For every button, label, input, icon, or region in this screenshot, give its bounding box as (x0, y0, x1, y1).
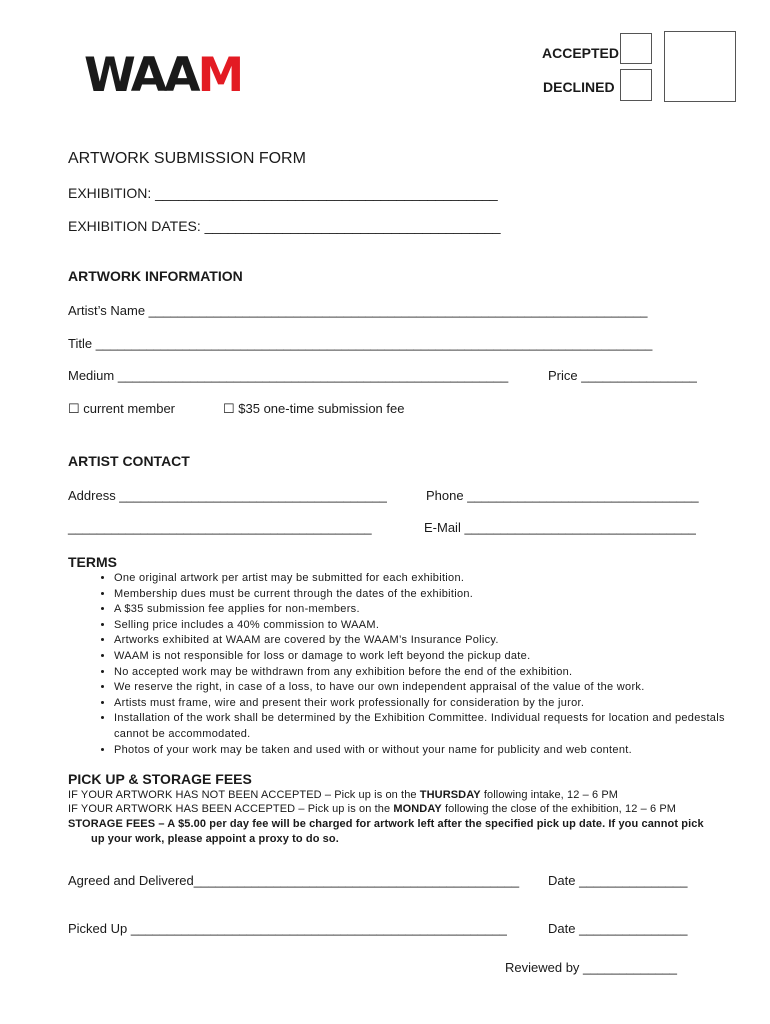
exhibition-field[interactable]: EXHIBITION: ____________________________________________ (68, 185, 498, 201)
pickup-accepted-text (68, 803, 676, 815)
waam-logo (84, 48, 242, 103)
exhibition-dates-field[interactable]: EXHIBITION DATES: ______________________________________ (68, 218, 501, 234)
declined-checkbox[interactable] (620, 69, 652, 101)
terms-item: • A $35 submission fee applies for non-members. (114, 602, 734, 618)
terms-item: • Artists must frame, wire and present their work professionally for consideration by the juror. (114, 696, 734, 712)
agreed-delivered-field[interactable]: Agreed and Delivered_____________________________________________ (68, 873, 520, 888)
address-line2-field[interactable]: __________________________________________ (68, 520, 372, 535)
phone-field[interactable]: Phone ________________________________ (426, 488, 699, 503)
terms-item: • Photos of your work may be taken and used with or without your name for publicity and web content. (114, 743, 734, 759)
terms-item: • We reserve the right, in case of a loss, to have our own independent appraisal of the value of the work. (114, 680, 734, 696)
artwork-information-heading: ARTWORK INFORMATION (68, 268, 243, 284)
logo-accent-text: M (197, 48, 242, 103)
form-title: ARTWORK SUBMISSION FORM (68, 150, 306, 167)
office-use-box[interactable] (664, 31, 736, 102)
current-member-checkbox[interactable]: ☐ current member (68, 401, 176, 416)
price-field[interactable]: Price ________________ (548, 368, 697, 383)
pickup-day: MONDAY (393, 803, 442, 815)
email-field[interactable]: E-Mail ________________________________ (424, 520, 696, 535)
terms-item: • WAAM is not responsible for loss or damage to work left beyond the pickup date. (114, 649, 734, 665)
date-picked-up-field[interactable]: Date _______________ (548, 921, 688, 936)
pickup-text: following intake, 12 – 6 PM (480, 789, 619, 801)
terms-heading: TERMS (68, 554, 117, 570)
address-field[interactable]: Address _____________________________________ (68, 488, 387, 503)
medium-field[interactable]: Medium ______________________________________________________ (68, 368, 509, 383)
pickup-fees-heading: PICK UP & STORAGE FEES (68, 771, 252, 787)
submission-fee-checkbox[interactable]: ☐ $35 one-time submission fee (223, 401, 405, 416)
accepted-label: ACCEPTED (542, 45, 620, 61)
artist-name-field[interactable]: Artist’s Name _____________________________________________________________________ (68, 303, 648, 318)
terms-item: • Membership dues must be current through the dates of the exhibition. (114, 587, 734, 603)
picked-up-field[interactable]: Picked Up ____________________________________________________ (68, 921, 507, 936)
terms-item: • Installation of the work shall be determined by the Exhibition Committee. Individual requests for location and pedestals cannot be accommodated. (114, 711, 734, 742)
terms-list (88, 571, 734, 758)
terms-item: • Selling price includes a 40% commission to WAAM. (114, 618, 734, 634)
accepted-checkbox[interactable] (620, 33, 652, 64)
artist-contact-heading: ARTIST CONTACT (68, 453, 190, 469)
pickup-day: THURSDAY (419, 789, 481, 801)
pickup-text: IF YOUR ARTWORK HAS BEEN ACCEPTED – Pick up is on the (68, 803, 394, 815)
storage-fees-text: STORAGE FEES – A $5.00 per day fee will be charged for artwork left after the specified pick up date. If you cannot pick (68, 818, 704, 830)
logo-text: WAA (84, 48, 198, 103)
terms-item: • No accepted work may be withdrawn from any exhibition before the end of the exhibition. (114, 665, 734, 681)
pickup-text: following the close of the exhibition, 12 – 6 PM (441, 803, 677, 815)
pickup-text: IF YOUR ARTWORK HAS NOT BEEN ACCEPTED – Pick up is on the (68, 789, 420, 801)
terms-item: • Artworks exhibited at WAAM are covered by the WAAM’s Insurance Policy. (114, 633, 734, 649)
terms-item: • One original artwork per artist may be submitted for each exhibition. (114, 571, 734, 587)
reviewed-by-field[interactable]: Reviewed by _____________ (505, 960, 678, 975)
title-field[interactable]: Title _____________________________________________________________________________ (68, 336, 653, 351)
storage-fees-text-2: up your work, please appoint a proxy to do so. (91, 833, 339, 845)
pickup-not-accepted-text (68, 789, 618, 801)
declined-label: DECLINED (543, 79, 615, 95)
date-delivered-field[interactable]: Date _______________ (548, 873, 688, 888)
